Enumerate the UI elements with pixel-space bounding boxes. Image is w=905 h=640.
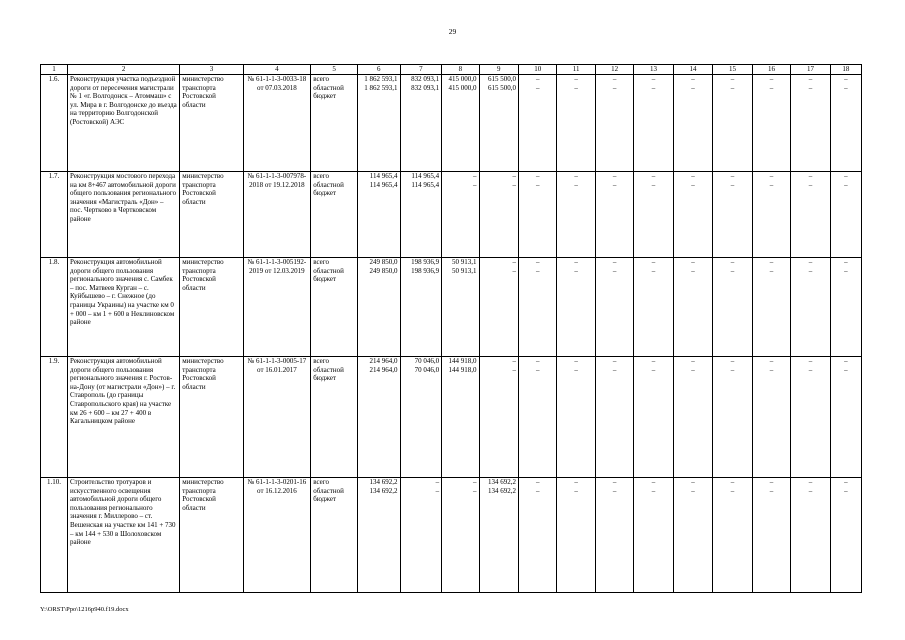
amount-cell xyxy=(557,478,595,593)
amount-value: 144 918,0 xyxy=(448,357,477,365)
amount-value: 615 500,0 xyxy=(488,83,516,92)
amount-value: – xyxy=(473,172,477,180)
amount-cell xyxy=(479,75,518,172)
amount-value: – xyxy=(730,83,735,92)
amount-value: – xyxy=(574,486,578,495)
amount-value: – xyxy=(769,83,774,92)
amount-value: 198 936,9 xyxy=(411,258,440,266)
row-number: 1.9. xyxy=(41,357,68,478)
column-number: 6 xyxy=(357,65,400,75)
amount-value: – xyxy=(691,357,695,365)
amount-cell xyxy=(357,478,400,593)
amount-value: 1 862 593,1 xyxy=(364,83,398,92)
amount-value: – xyxy=(612,365,617,374)
document-reference: № 61-1-1-3-0033-18 от 07.03.2018 xyxy=(243,75,311,172)
column-number: 1 xyxy=(41,65,68,75)
amount-value: 249 850,0 xyxy=(369,266,398,275)
amount-value: 114 965,4 xyxy=(411,180,440,189)
amount-value: – xyxy=(808,172,813,180)
row-number: 1.10. xyxy=(41,478,68,593)
amount-value: 134 692,2 xyxy=(369,486,398,495)
column-number: 15 xyxy=(713,65,752,75)
organization: министерство транспорта Ростовской области xyxy=(180,258,243,357)
amount-cell xyxy=(634,258,673,357)
amount-value: 214 964,0 xyxy=(369,365,398,374)
amount-value: 214 964,0 xyxy=(369,357,398,365)
amount-cell xyxy=(400,357,442,478)
amount-value: – xyxy=(691,365,695,374)
amount-value: – xyxy=(844,365,848,374)
document-reference: № 61-1-1-3-005192-2019 от 12.03.2019 xyxy=(243,258,311,357)
amount-value: 249 850,0 xyxy=(369,258,398,266)
amount-cell xyxy=(595,75,633,172)
amount-value: – xyxy=(844,266,848,275)
amount-cell xyxy=(673,478,712,593)
amount-value: – xyxy=(612,75,617,83)
funding-source-label: всего xyxy=(313,478,329,486)
project-name: Реконструкция автомобильной дороги общего пользования регионального значения г. Ростов-на-Дону (от магистрали «Дон») – г. Ставрополь (до границы Ставропольского края) на участке км 26 + 600 – км 27 + 400 в Кагальницком районе xyxy=(68,357,180,478)
header-row xyxy=(41,65,862,75)
amount-value: – xyxy=(844,258,848,266)
amount-value: – xyxy=(808,180,813,189)
amount-value: – xyxy=(691,180,695,189)
amount-cell xyxy=(442,478,479,593)
amount-cell xyxy=(634,478,673,593)
amount-value: – xyxy=(612,478,617,486)
amount-cell xyxy=(713,172,752,258)
amount-cell xyxy=(557,258,595,357)
amount-cell xyxy=(557,357,595,478)
amount-cell xyxy=(830,357,861,478)
amount-cell xyxy=(673,357,712,478)
amount-cell xyxy=(791,258,830,357)
amount-value: – xyxy=(844,486,848,495)
amount-value: – xyxy=(574,258,578,266)
amount-cell xyxy=(519,478,557,593)
amount-value: – xyxy=(808,365,813,374)
amount-cell xyxy=(519,357,557,478)
column-number: 7 xyxy=(400,65,442,75)
amount-value: – xyxy=(844,357,848,365)
document-reference: № 61-1-1-3-0201-16 от 16.12.2016 xyxy=(243,478,311,593)
amount-cell xyxy=(791,478,830,593)
amount-value: – xyxy=(730,75,735,83)
column-number: 4 xyxy=(243,65,311,75)
project-name: Реконструкция участка подъездной дороги от пересечения магистрали № 1 «г. Волгодонск – Атоммаш» с ул. Мира в г. Волгодонске до въезда на территорию Волгодонской (Ростовской) АЭС xyxy=(68,75,180,172)
amount-value: – xyxy=(769,258,774,266)
project-name: Реконструкция автомобильной дороги общего пользования регионального значения с. Самбек – пос. Матвеев Курган – с. Куйбышево – г. Снежное (до границы Украины) на участке км 0 + 000 – км 1 + 600 в Неклиновском районе xyxy=(68,258,180,357)
amount-value: – xyxy=(651,357,656,365)
column-number: 2 xyxy=(68,65,180,75)
amount-value: – xyxy=(808,75,813,83)
amount-value: – xyxy=(473,486,477,495)
document-reference: № 61-1-1-3-0005-17 от 16.01.2017 xyxy=(243,357,311,478)
amount-cell xyxy=(752,478,790,593)
amount-value: – xyxy=(769,365,774,374)
amount-value: 615 500,0 xyxy=(488,75,516,83)
amount-value: – xyxy=(651,180,656,189)
funding-source-label: областной бюджет xyxy=(313,266,344,284)
amount-value: – xyxy=(651,478,656,486)
amount-value: – xyxy=(808,266,813,275)
amount-value: – xyxy=(769,180,774,189)
amount-value: – xyxy=(691,258,695,266)
amount-value: – xyxy=(808,83,813,92)
amount-value: – xyxy=(512,365,516,374)
amount-value: – xyxy=(844,172,848,180)
column-number: 14 xyxy=(673,65,712,75)
amount-value: – xyxy=(612,266,617,275)
amount-value: 134 692,2 xyxy=(488,486,516,495)
amount-value: – xyxy=(574,266,578,275)
amount-value: – xyxy=(535,266,540,275)
table-row xyxy=(41,258,862,357)
amount-cell xyxy=(673,75,712,172)
table-row xyxy=(41,478,862,593)
amount-value: 134 692,2 xyxy=(488,478,516,486)
amount-value: – xyxy=(612,180,617,189)
column-number: 8 xyxy=(442,65,479,75)
amount-value: – xyxy=(512,258,516,266)
amount-cell xyxy=(357,75,400,172)
amount-value: – xyxy=(651,266,656,275)
document-reference: № 61-1-1-3-007978-2018 от 19.12.2018 xyxy=(243,172,311,258)
amount-value: – xyxy=(512,172,516,180)
page-number: 29 xyxy=(448,27,457,36)
amount-cell xyxy=(400,75,442,172)
amount-value: – xyxy=(691,486,695,495)
amount-cell xyxy=(519,172,557,258)
amount-value: – xyxy=(730,172,735,180)
row-number: 1.6. xyxy=(41,75,68,172)
amount-value: – xyxy=(473,180,477,189)
column-number: 11 xyxy=(557,65,595,75)
amount-value: 198 936,9 xyxy=(411,266,440,275)
amount-cell xyxy=(752,258,790,357)
table-row xyxy=(41,172,862,258)
amount-value: – xyxy=(769,486,774,495)
amount-cell xyxy=(479,258,518,357)
amount-value: – xyxy=(535,478,540,486)
amount-cell xyxy=(479,478,518,593)
funding-source xyxy=(311,75,358,172)
amount-value: – xyxy=(769,266,774,275)
amount-value: – xyxy=(730,486,735,495)
amount-value: 134 692,2 xyxy=(369,478,398,486)
amount-value: – xyxy=(730,357,735,365)
amount-cell xyxy=(713,357,752,478)
column-number: 5 xyxy=(311,65,358,75)
column-number: 17 xyxy=(791,65,830,75)
amount-value: – xyxy=(435,478,440,486)
amount-value: – xyxy=(612,357,617,365)
funding-source xyxy=(311,357,358,478)
amount-value: – xyxy=(769,172,774,180)
table-row xyxy=(41,357,862,478)
amount-cell xyxy=(830,75,861,172)
funding-source-label: областной бюджет xyxy=(313,83,344,101)
amount-value: – xyxy=(574,180,578,189)
amount-value: – xyxy=(730,365,735,374)
amount-cell xyxy=(479,357,518,478)
funding-source xyxy=(311,258,358,357)
amount-cell xyxy=(357,357,400,478)
amount-value: – xyxy=(612,258,617,266)
amount-value: 114 965,4 xyxy=(411,172,440,180)
column-number: 9 xyxy=(479,65,518,75)
amount-value: 50 913,1 xyxy=(452,266,477,275)
amount-cell xyxy=(673,258,712,357)
amount-cell xyxy=(442,357,479,478)
amount-cell xyxy=(713,478,752,593)
amount-value: – xyxy=(535,75,540,83)
amount-cell xyxy=(595,258,633,357)
amount-value: – xyxy=(691,172,695,180)
amount-cell xyxy=(442,172,479,258)
amount-value: – xyxy=(844,478,848,486)
amount-cell xyxy=(400,172,442,258)
amount-value: – xyxy=(651,258,656,266)
organization: министерство транспорта Ростовской области xyxy=(180,172,243,258)
column-number: 16 xyxy=(752,65,790,75)
project-name: Реконструкция мостового перехода на км 8+467 автомобильной дороги общего пользования регионального значения «Магистраль «Дон» – пос. Чертково в Чертковском районе xyxy=(68,172,180,258)
amount-cell xyxy=(400,478,442,593)
amount-cell xyxy=(830,478,861,593)
budget-table xyxy=(40,64,862,593)
amount-cell xyxy=(713,75,752,172)
amount-value: – xyxy=(651,172,656,180)
amount-cell xyxy=(752,172,790,258)
amount-value: 70 046,0 xyxy=(414,357,440,365)
amount-value: – xyxy=(535,180,540,189)
amount-value: – xyxy=(535,83,540,92)
organization: министерство транспорта Ростовской области xyxy=(180,75,243,172)
amount-value: 144 918,0 xyxy=(448,365,477,374)
column-number: 13 xyxy=(634,65,673,75)
amount-value: – xyxy=(512,266,516,275)
funding-source xyxy=(311,172,358,258)
amount-value: – xyxy=(651,486,656,495)
amount-value: – xyxy=(769,478,774,486)
amount-cell xyxy=(595,478,633,593)
funding-source-label: всего xyxy=(313,258,329,266)
amount-cell xyxy=(791,172,830,258)
amount-value: – xyxy=(651,83,656,92)
amount-cell xyxy=(519,75,557,172)
amount-cell xyxy=(830,258,861,357)
funding-source-label: областной бюджет xyxy=(313,180,344,198)
amount-cell xyxy=(713,258,752,357)
amount-value: – xyxy=(473,478,477,486)
amount-value: – xyxy=(612,486,617,495)
amount-value: – xyxy=(574,365,578,374)
funding-source-label: областной бюджет xyxy=(313,365,344,383)
funding-source-label: всего xyxy=(313,357,329,365)
amount-value: – xyxy=(535,172,540,180)
amount-value: – xyxy=(769,357,774,365)
amount-cell xyxy=(400,258,442,357)
amount-value: 415 000,0 xyxy=(448,75,477,83)
amount-cell xyxy=(557,75,595,172)
funding-source xyxy=(311,478,358,593)
amount-value: – xyxy=(574,172,578,180)
amount-value: – xyxy=(691,75,695,83)
amount-cell xyxy=(752,75,790,172)
amount-value: – xyxy=(512,357,516,365)
amount-value: – xyxy=(435,486,440,495)
amount-value: – xyxy=(691,266,695,275)
amount-value: 832 093,1 xyxy=(411,83,440,92)
amount-cell xyxy=(442,75,479,172)
row-number: 1.8. xyxy=(41,258,68,357)
amount-value: 832 093,1 xyxy=(411,75,440,83)
amount-value: – xyxy=(574,478,578,486)
amount-cell xyxy=(634,75,673,172)
column-number: 12 xyxy=(595,65,633,75)
amount-value: 114 965,4 xyxy=(369,180,398,189)
project-name: Строительство тротуаров и искусственного освещения автомобильной дороги общего пользования регионального значения г. Миллерово – ст. Вешенская на участке км 141 + 730 – км 144 + 530 в Шолоховском районе xyxy=(68,478,180,593)
amount-value: – xyxy=(730,258,735,266)
amount-value: – xyxy=(730,180,735,189)
amount-cell xyxy=(673,172,712,258)
amount-cell xyxy=(357,258,400,357)
amount-cell xyxy=(634,357,673,478)
amount-value: – xyxy=(535,486,540,495)
amount-value: – xyxy=(535,258,540,266)
amount-value: – xyxy=(844,83,848,92)
file-path-footer: Y:\ORST\Ppo\1216p940.f19.docx xyxy=(40,606,129,613)
amount-value: – xyxy=(574,83,578,92)
amount-value: – xyxy=(808,486,813,495)
amount-value: – xyxy=(844,75,848,83)
amount-cell xyxy=(595,172,633,258)
column-number: 18 xyxy=(830,65,861,75)
amount-value: – xyxy=(808,258,813,266)
amount-value: 70 046,0 xyxy=(414,365,440,374)
amount-value: – xyxy=(574,75,578,83)
amount-cell xyxy=(479,172,518,258)
amount-value: – xyxy=(612,83,617,92)
amount-value: – xyxy=(844,180,848,189)
column-number: 10 xyxy=(519,65,557,75)
amount-value: 415 000,0 xyxy=(448,83,477,92)
amount-value: – xyxy=(769,75,774,83)
organization: министерство транспорта Ростовской области xyxy=(180,478,243,593)
amount-cell xyxy=(752,357,790,478)
amount-value: – xyxy=(535,357,540,365)
amount-cell xyxy=(791,357,830,478)
table-row xyxy=(41,75,862,172)
funding-source-label: всего xyxy=(313,172,329,180)
amount-value: – xyxy=(730,478,735,486)
amount-value: – xyxy=(574,357,578,365)
amount-cell xyxy=(442,258,479,357)
amount-value: – xyxy=(612,172,617,180)
amount-value: – xyxy=(691,83,695,92)
funding-source-label: областной бюджет xyxy=(313,486,344,504)
amount-value: – xyxy=(651,75,656,83)
amount-value: – xyxy=(512,180,516,189)
amount-value: – xyxy=(808,357,813,365)
amount-cell xyxy=(557,172,595,258)
amount-value: 1 862 593,1 xyxy=(364,75,398,83)
amount-value: – xyxy=(808,478,813,486)
amount-value: 114 965,4 xyxy=(369,172,398,180)
amount-cell xyxy=(791,75,830,172)
amount-value: – xyxy=(691,478,695,486)
amount-value: – xyxy=(651,365,656,374)
amount-cell xyxy=(634,172,673,258)
funding-source-label: всего xyxy=(313,75,329,83)
amount-value: – xyxy=(535,365,540,374)
amount-cell xyxy=(595,357,633,478)
column-number: 3 xyxy=(180,65,243,75)
organization: министерство транспорта Ростовской области xyxy=(180,357,243,478)
amount-value: 50 913,1 xyxy=(452,258,477,266)
amount-cell xyxy=(519,258,557,357)
amount-cell xyxy=(830,172,861,258)
amount-value: – xyxy=(730,266,735,275)
amount-cell xyxy=(357,172,400,258)
row-number: 1.7. xyxy=(41,172,68,258)
